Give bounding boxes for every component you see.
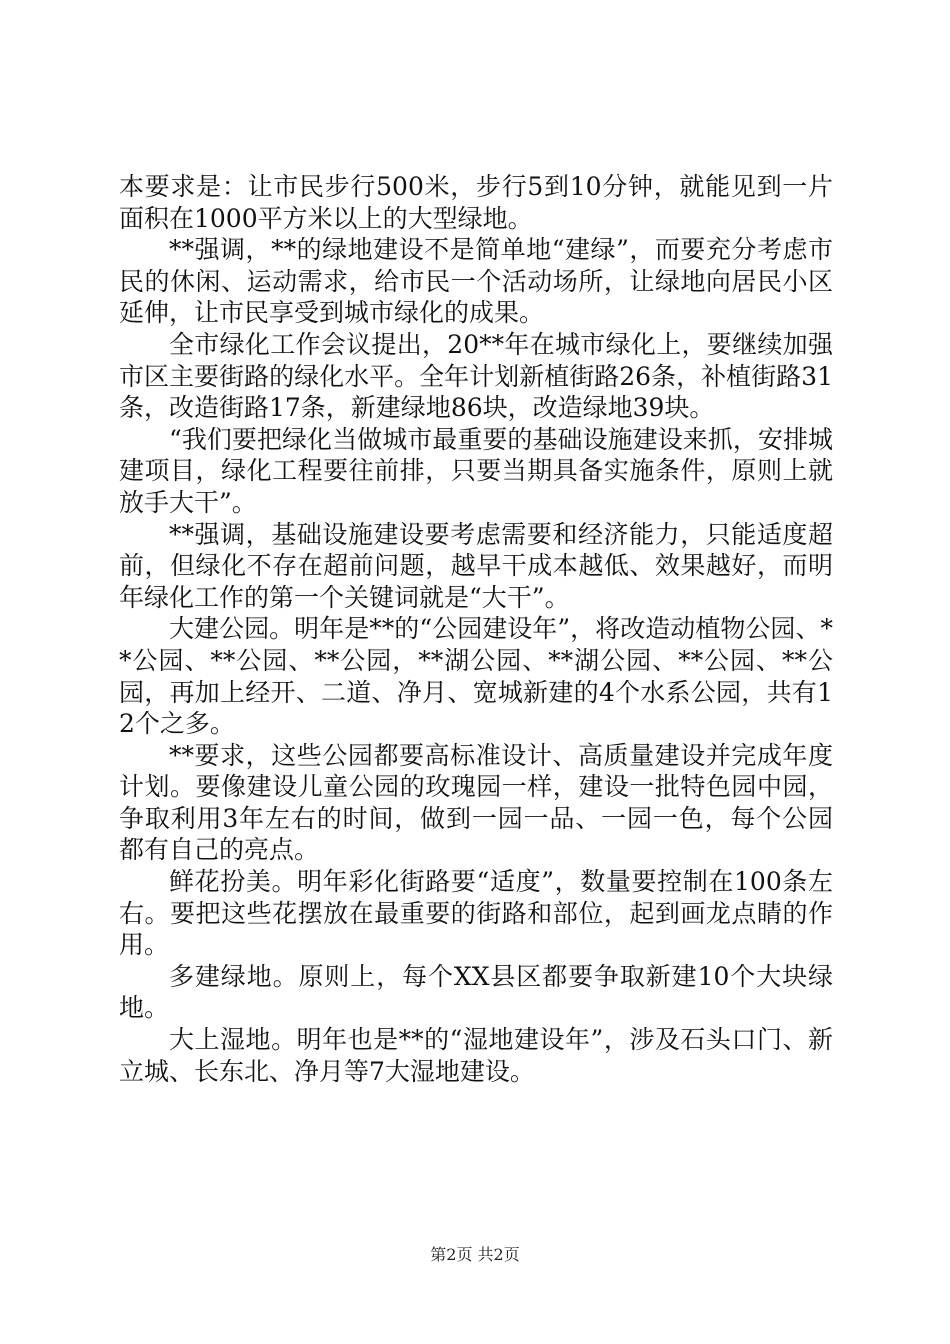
paragraph-7: **要求，这些公园都要高标准设计、高质量建设并完成年度计划。要像建设儿童公园的玫瑰园一样，建设一批特色园中园，争取利用3年左右的时间，做到一园一品、一园一色，每个公园都有自己的亮点。 [119, 740, 833, 865]
paragraph-2: **强调，**的绿地建设不是简单地“建绿”，而要充分考虑市民的休闲、运动需求，给市民一个活动场所，让绿地向居民小区延伸，让市民享受到城市绿化的成果。 [119, 235, 833, 328]
paragraph-9: 多建绿地。原则上，每个XX县区都要争取新建10个大块绿地。 [119, 961, 833, 1023]
paragraph-8: 鲜花扮美。明年彩化街路要“适度”，数量要控制在100条左右。要把这些花摆放在最重要的街路和部位，起到画龙点睛的作用。 [119, 867, 833, 960]
paragraph-1: 本要求是：让市民步行500米，步行5到10分钟，就能见到一片面积在1000平方米以上的大型绿地。 [119, 172, 833, 233]
paragraph-4: “我们要把绿化当做城市最重要的基础设施建设来抓，安排城建项目，绿化工程要往前排，只要当期具备实施条件，原则上就放手大干”。 [119, 424, 833, 517]
document-body [119, 171, 833, 1087]
paragraph-6: 大建公园。明年是**的“公园建设年”，将改造动植物公园、**公园、**公园、**公园，**湖公园、**湖公园、**公园、**公园，再加上经开、二道、净月、宽城新建的4个水系公园，共有12个之多。 [119, 614, 833, 739]
paragraph-3: 全市绿化工作会议提出，20**年在城市绿化上，要继续加强市区主要街路的绿化水平。全年计划新植街路26条，补植街路31条，改造街路17条，新建绿地86块，改造绿地39块。 [119, 329, 833, 423]
paragraph-5: **强调，基础设施建设要考虑需要和经济能力，只能适度超前，但绿化不存在超前问题，越早干成本越低、效果越好，而明年绿化工作的第一个关键词就是“大干”。 [119, 519, 833, 612]
page-number-footer: 第2页 共2页 [430, 1245, 520, 1264]
paragraph-10: 大上湿地。明年也是**的“湿地建设年”，涉及石头口门、新立城、长东北、净月等7大湿地建设。 [119, 1025, 833, 1086]
